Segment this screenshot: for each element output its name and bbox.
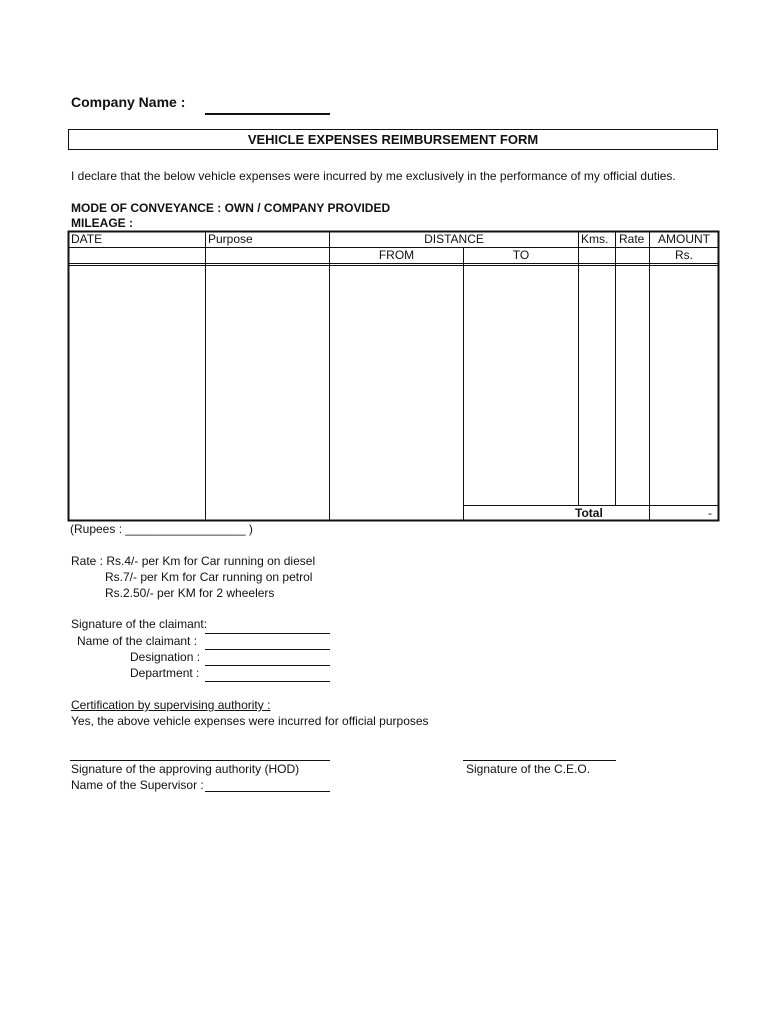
claimant-signature-field[interactable] xyxy=(205,633,330,634)
table-frame xyxy=(69,232,719,521)
claimant-signature-label: Signature of the claimant: xyxy=(71,617,208,631)
mileage-label: MILEAGE : xyxy=(71,216,133,230)
supervisor-name-label: Name of the Supervisor : xyxy=(71,778,204,792)
rate-line-two-wheeler: Rs.2.50/- per KM for 2 wheelers xyxy=(105,586,275,600)
col-header-amount: AMOUNT xyxy=(658,232,710,246)
col-header-distance: DISTANCE xyxy=(424,232,484,246)
rupees-in-words: (Rupees : __________________ ) xyxy=(70,522,253,536)
supervisor-name-field[interactable] xyxy=(205,791,330,792)
company-name-label: Company Name : xyxy=(71,94,186,110)
rate-line-petrol: Rs.7/- per Km for Car running on petrol xyxy=(105,570,313,584)
department-field[interactable] xyxy=(205,681,330,682)
designation-label: Designation : xyxy=(130,650,201,664)
hod-signature-field[interactable] xyxy=(70,760,330,761)
hod-signature-label: Signature of the approving authority (HOD) xyxy=(71,762,300,776)
rate-line-diesel: Rate : Rs.4/- per Km for Car running on diesel xyxy=(71,554,316,568)
ceo-signature-field[interactable] xyxy=(463,760,616,761)
mode-of-conveyance: MODE OF CONVEYANCE : OWN / COMPANY PROVIDED xyxy=(71,201,391,215)
certification-statement: Yes, the above vehicle expenses were incurred for official purposes xyxy=(71,714,429,728)
col-header-kms: Kms. xyxy=(581,232,609,246)
total-value: - xyxy=(708,506,712,520)
certification-heading: Certification by supervising authority : xyxy=(71,698,271,712)
form-title: VEHICLE EXPENSES REIMBURSEMENT FORM xyxy=(68,129,718,150)
col-header-currency: Rs. xyxy=(675,248,693,262)
department-label: Department : xyxy=(130,666,200,680)
col-header-purpose: Purpose xyxy=(208,232,253,246)
ceo-signature-label: Signature of the C.E.O. xyxy=(466,762,591,776)
col-header-to: TO xyxy=(512,248,530,262)
col-header-rate: Rate xyxy=(619,232,645,246)
declaration-text: I declare that the below vehicle expenses were incurred by me exclusively in the performance of my official duties. xyxy=(71,169,676,183)
total-label: Total xyxy=(575,506,603,520)
col-header-from: FROM xyxy=(378,248,415,262)
designation-field[interactable] xyxy=(205,665,330,666)
claimant-name-label: Name of the claimant : xyxy=(77,634,198,648)
col-header-date: DATE xyxy=(71,232,103,246)
claimant-name-field[interactable] xyxy=(205,649,330,650)
